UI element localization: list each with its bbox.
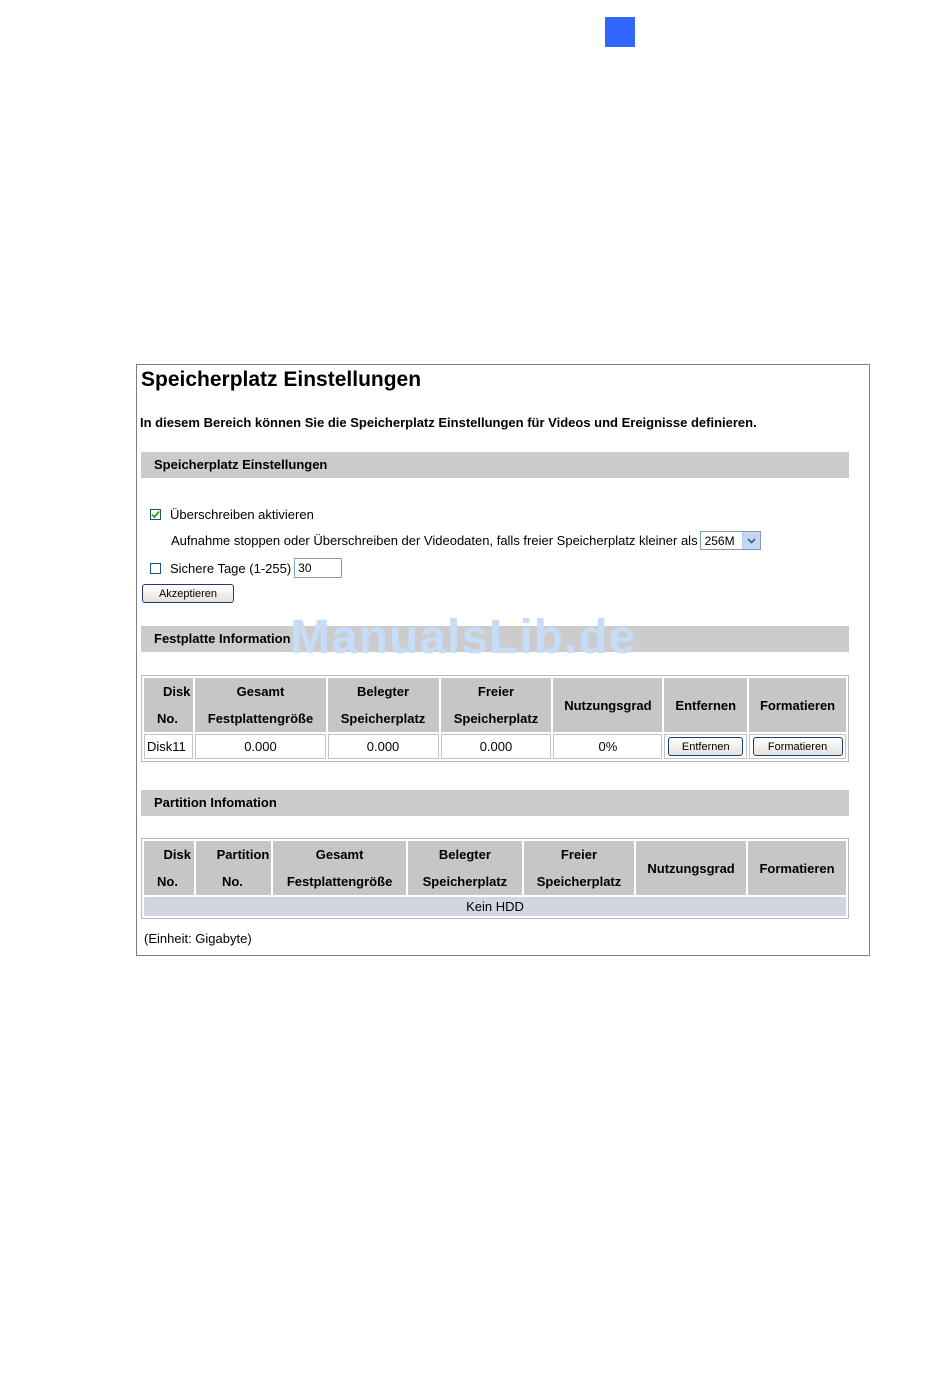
safe-days-checkbox[interactable] [150,563,161,574]
cell-format [749,734,846,759]
overwrite-row [150,507,314,522]
header-usage: Nutzungsgrad [636,841,746,895]
header-total-size: Gesamt Festplattengröße [195,678,325,732]
cell-disk: Disk11 [144,734,193,759]
page-intro: In diesem Bereich können Sie die Speicherplatz Einstellungen für Videos und Ereignisse definieren. [140,415,757,430]
header-format: Formatieren [749,678,846,732]
safe-days-label: Sichere Tage (1-255) [170,560,292,576]
cell-usage: 0% [553,734,662,759]
header-partition-no: Partition No. [196,841,271,895]
table-row [144,734,846,759]
header-used-space: Belegter Speicherplatz [328,678,439,732]
stop-recording-text: Aufnahme stoppen oder Überschreiben der Videodaten, falls freier Speicherplatz kleiner als [171,533,698,548]
header-format: Formatieren [748,841,846,895]
header-free-space: Freier Speicherplatz [524,841,634,895]
disk-info-table [141,675,849,762]
threshold-row [171,531,761,550]
overwrite-checkbox[interactable] [150,509,161,520]
safe-days-input[interactable] [294,558,342,578]
page-title: Speicherplatz Einstellungen [141,368,422,391]
format-disk-button[interactable]: Formatieren [753,737,843,756]
header-disk-no: Disk No. [144,841,194,895]
header-remove: Entfernen [664,678,747,732]
cell-used: 0.000 [328,734,439,759]
section-storage-settings: Speicherplatz Einstellungen [141,452,849,478]
accept-button[interactable]: Akzeptieren [142,584,234,603]
watermark: ManualsLib.de [290,611,637,664]
header-used-space: Belegter Speicherplatz [408,841,522,895]
threshold-select[interactable] [700,531,761,550]
partition-header-row [144,841,846,895]
header-free-space: Freier Speicherplatz [441,678,552,732]
cell-total: 0.000 [195,734,325,759]
chevron-down-icon[interactable] [742,532,760,549]
section-disk-information: Festplatte Information [141,626,849,652]
section-partition-information: Partition Infomation [141,790,849,816]
cell-remove [664,734,747,759]
disk-header-row [144,678,846,732]
header-disk-no: Disk No. [144,678,193,732]
header-total-size: Gesamt Festplattengröße [273,841,405,895]
header-usage: Nutzungsgrad [553,678,662,732]
partition-info-table [141,838,849,919]
threshold-value: 256M [704,533,735,548]
unit-note: (Einheit: Gigabyte) [144,931,252,946]
safe-days-row [150,558,342,578]
checkmark-icon [151,510,160,519]
cell-free: 0.000 [441,734,552,759]
page-marker [605,17,635,47]
table-row [144,897,846,916]
no-hdd-cell: Kein HDD [144,897,846,916]
accept-row [142,584,234,603]
overwrite-label: Überschreiben aktivieren [170,507,314,522]
remove-disk-button[interactable]: Entfernen [668,737,743,756]
